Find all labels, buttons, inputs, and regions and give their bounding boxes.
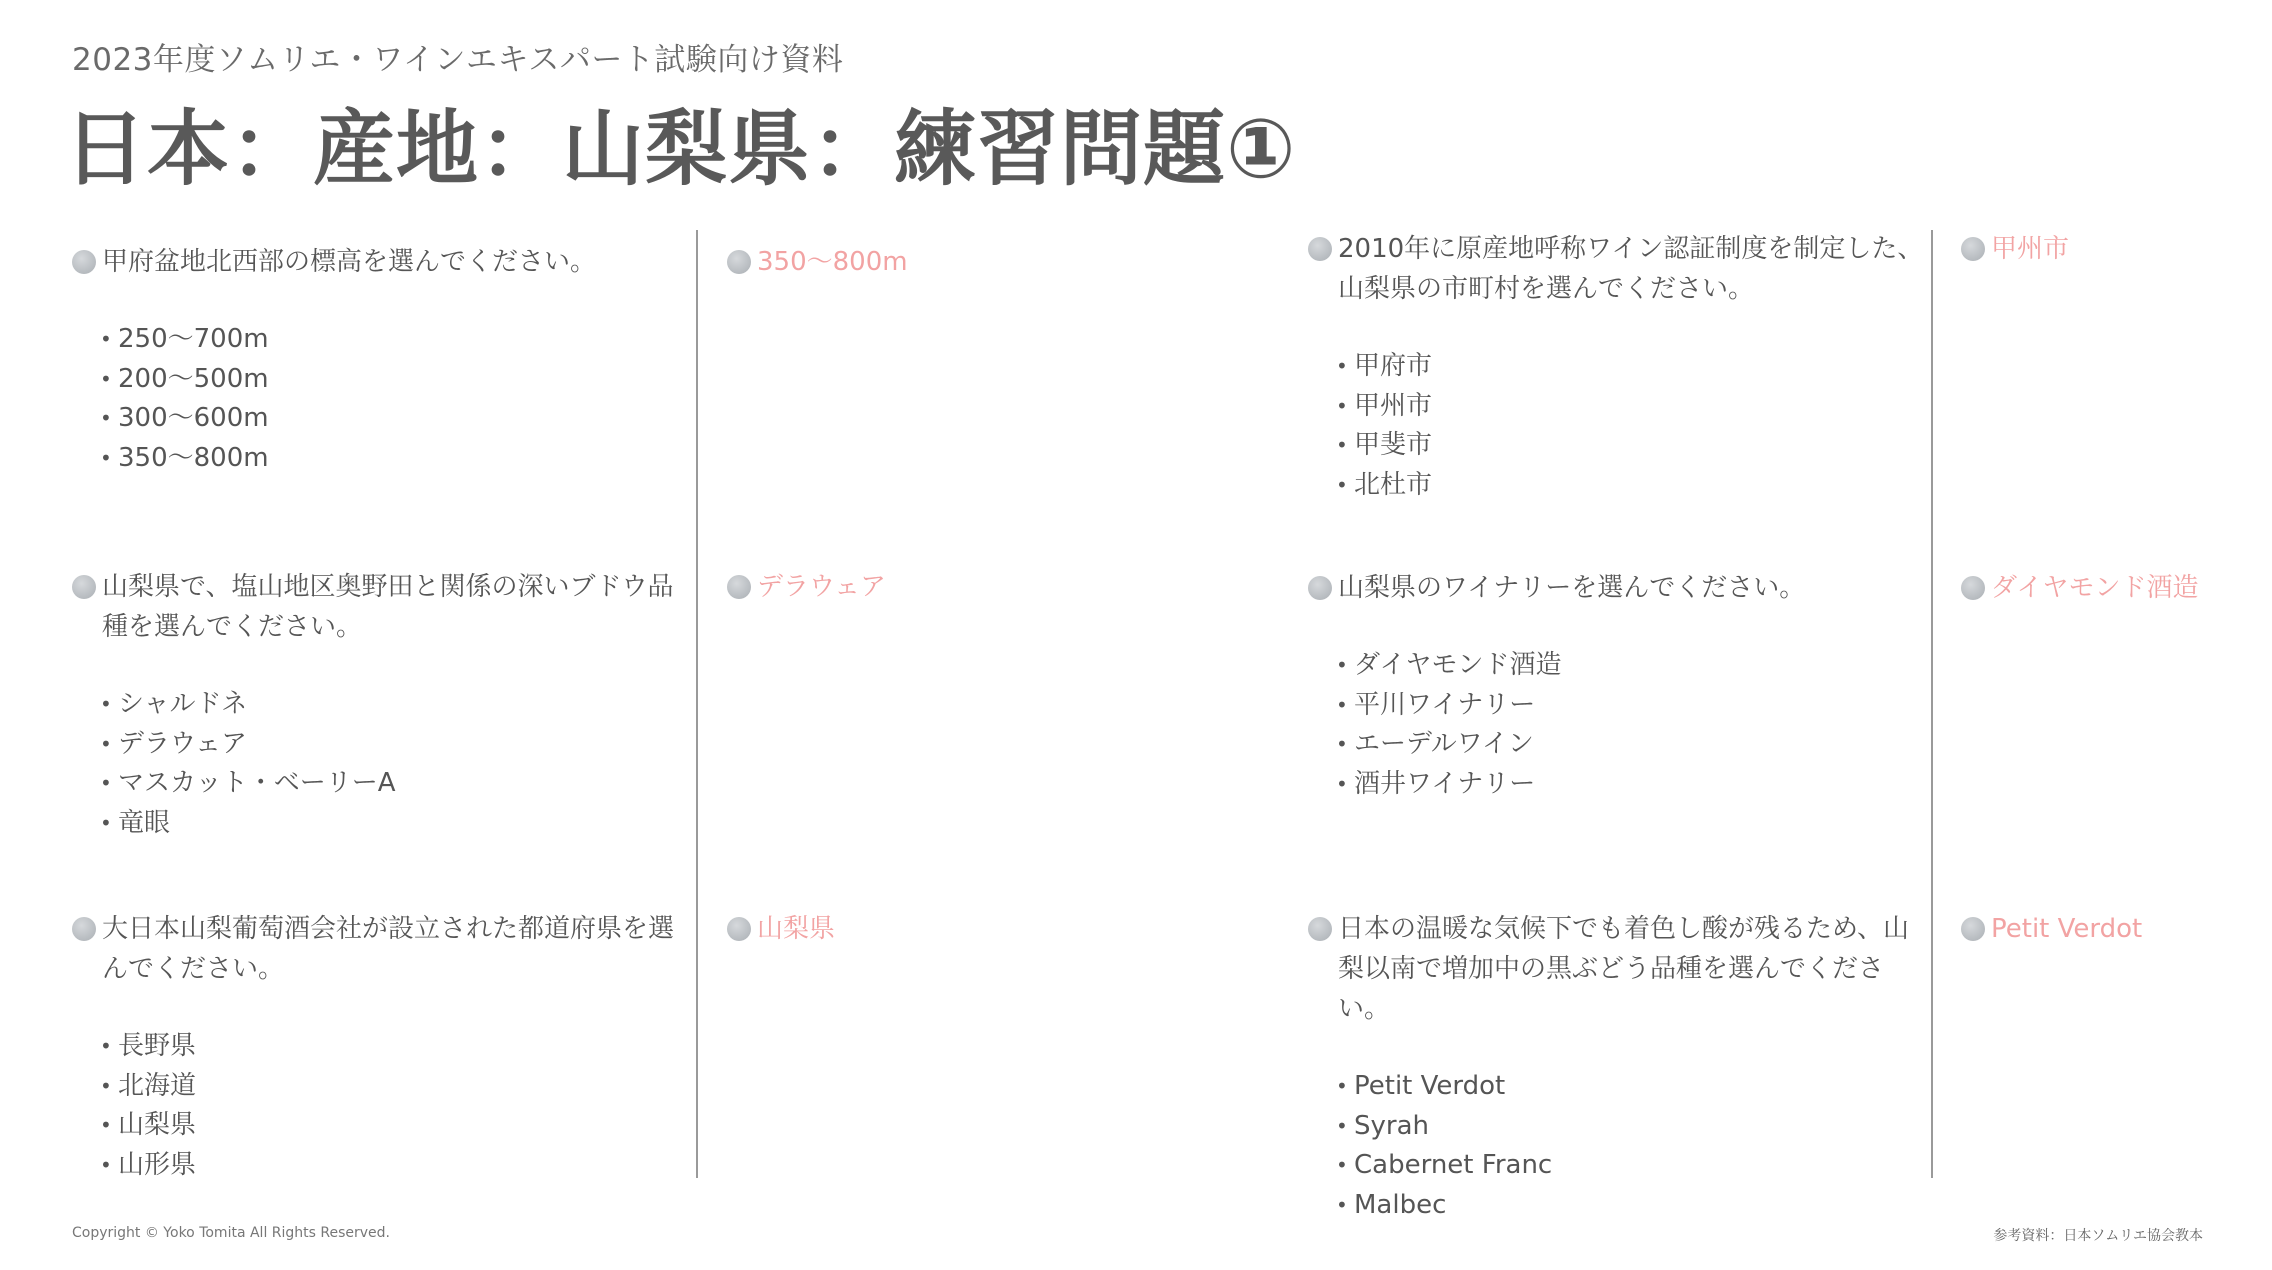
option-item: • 北海道 (100, 1067, 689, 1107)
answer-label: ダイヤモンド酒造 (1991, 573, 2199, 603)
question-block-5 (1310, 568, 1925, 804)
answer-label: Petit Verdot (1991, 914, 2143, 944)
question-label: 甲府盆地北西部の標高を選んでください。 (102, 247, 597, 277)
reference-text: 参考資料：日本ソムリエ協会教本 (1993, 1228, 2203, 1244)
question-text-1 (74, 242, 689, 282)
answer-label: デラウェア (757, 572, 886, 602)
question-label: 山梨県のワイナリーを選んでください。 (1338, 573, 1806, 603)
page-title: 日本：産地：山梨県：練習問題① (64, 102, 1297, 197)
option-item: • Petit Verdot (1336, 1067, 1925, 1107)
option-item: • 350〜800m (100, 439, 689, 479)
options-list-6 (1310, 1067, 1925, 1225)
option-item: • Syrah (1336, 1107, 1925, 1147)
answer-4 (1963, 229, 2069, 269)
bullet-circle-icon (1961, 237, 1985, 261)
answer-1 (729, 242, 908, 282)
answer-3 (729, 909, 835, 949)
question-label: 2010年に原産地呼称ワイン認証制度を制定した、山梨県の市町村を選んでください。 (1338, 234, 1924, 304)
question-label: 大日本山梨葡萄酒会社が設立された都道府県を選んでください。 (102, 914, 675, 984)
question-label: 山梨県で、塩山地区奥野田と関係の深いブドウ品種を選んでください。 (102, 572, 674, 642)
answer-label: 山梨県 (757, 914, 836, 944)
question-text-2 (74, 567, 689, 647)
column-divider-right (1931, 230, 1933, 1178)
question-label: 日本の温暖な気候下でも着色し酸が残るため、山梨以南で増加中の黒ぶどう品種を選んでください。 (1338, 914, 1909, 1024)
options-list-1 (74, 320, 689, 478)
page-subtitle: 2023年度ソムリエ・ワインエキスパート試験向け資料 (72, 42, 844, 78)
question-text-3 (74, 909, 689, 989)
option-item: • Malbec (1336, 1186, 1925, 1226)
question-block-6 (1310, 909, 1925, 1225)
question-text-6 (1310, 909, 1925, 1029)
option-item: • 平川ワイナリー (1336, 686, 1925, 726)
option-item: • ダイヤモンド酒造 (1336, 646, 1925, 686)
option-item: • 酒井ワイナリー (1336, 765, 1925, 805)
option-item: • 250〜700m (100, 320, 689, 360)
question-text-5 (1310, 568, 1925, 608)
bullet-circle-icon (727, 575, 751, 599)
options-list-3 (74, 1027, 689, 1185)
option-item: • 北杜市 (1336, 466, 1925, 506)
option-item: • Cabernet Franc (1336, 1146, 1925, 1186)
option-item: • 甲府市 (1336, 347, 1925, 387)
copyright-text: Copyright © Yoko Tomita All Rights Reserved. (72, 1225, 391, 1241)
answer-5 (1963, 568, 2198, 608)
bullet-circle-icon (1961, 576, 1985, 600)
option-item: • 甲斐市 (1336, 426, 1925, 466)
bullet-circle-icon (727, 917, 751, 941)
column-divider-left (696, 230, 698, 1178)
question-block-1 (74, 242, 689, 478)
question-block-3 (74, 909, 689, 1185)
option-item: • マスカット・ベーリーA (100, 764, 689, 804)
option-item: • 山形県 (100, 1146, 689, 1186)
option-item: • 300〜600m (100, 399, 689, 439)
answer-label: 350〜800m (757, 247, 908, 277)
question-text-4 (1310, 229, 1925, 309)
options-list-5 (1310, 646, 1925, 804)
bullet-circle-icon (1308, 237, 1332, 261)
question-block-2 (74, 567, 689, 843)
option-item: • 200〜500m (100, 360, 689, 400)
options-list-4 (1310, 347, 1925, 505)
bullet-circle-icon (72, 575, 96, 599)
option-item: • シャルドネ (100, 685, 689, 725)
answer-6 (1963, 909, 2142, 949)
bullet-circle-icon (1308, 576, 1332, 600)
bullet-circle-icon (1308, 917, 1332, 941)
options-list-2 (74, 685, 689, 843)
bullet-circle-icon (72, 917, 96, 941)
question-block-4 (1310, 229, 1925, 505)
bullet-circle-icon (72, 250, 96, 274)
option-item: • エーデルワイン (1336, 725, 1925, 765)
option-item: • デラウェア (100, 725, 689, 765)
bullet-circle-icon (1961, 917, 1985, 941)
answer-2 (729, 567, 886, 607)
option-item: • 竜眼 (100, 804, 689, 844)
answer-label: 甲州市 (1991, 234, 2070, 264)
option-item: • 甲州市 (1336, 387, 1925, 427)
option-item: • 長野県 (100, 1027, 689, 1067)
bullet-circle-icon (727, 250, 751, 274)
option-item: • 山梨県 (100, 1106, 689, 1146)
